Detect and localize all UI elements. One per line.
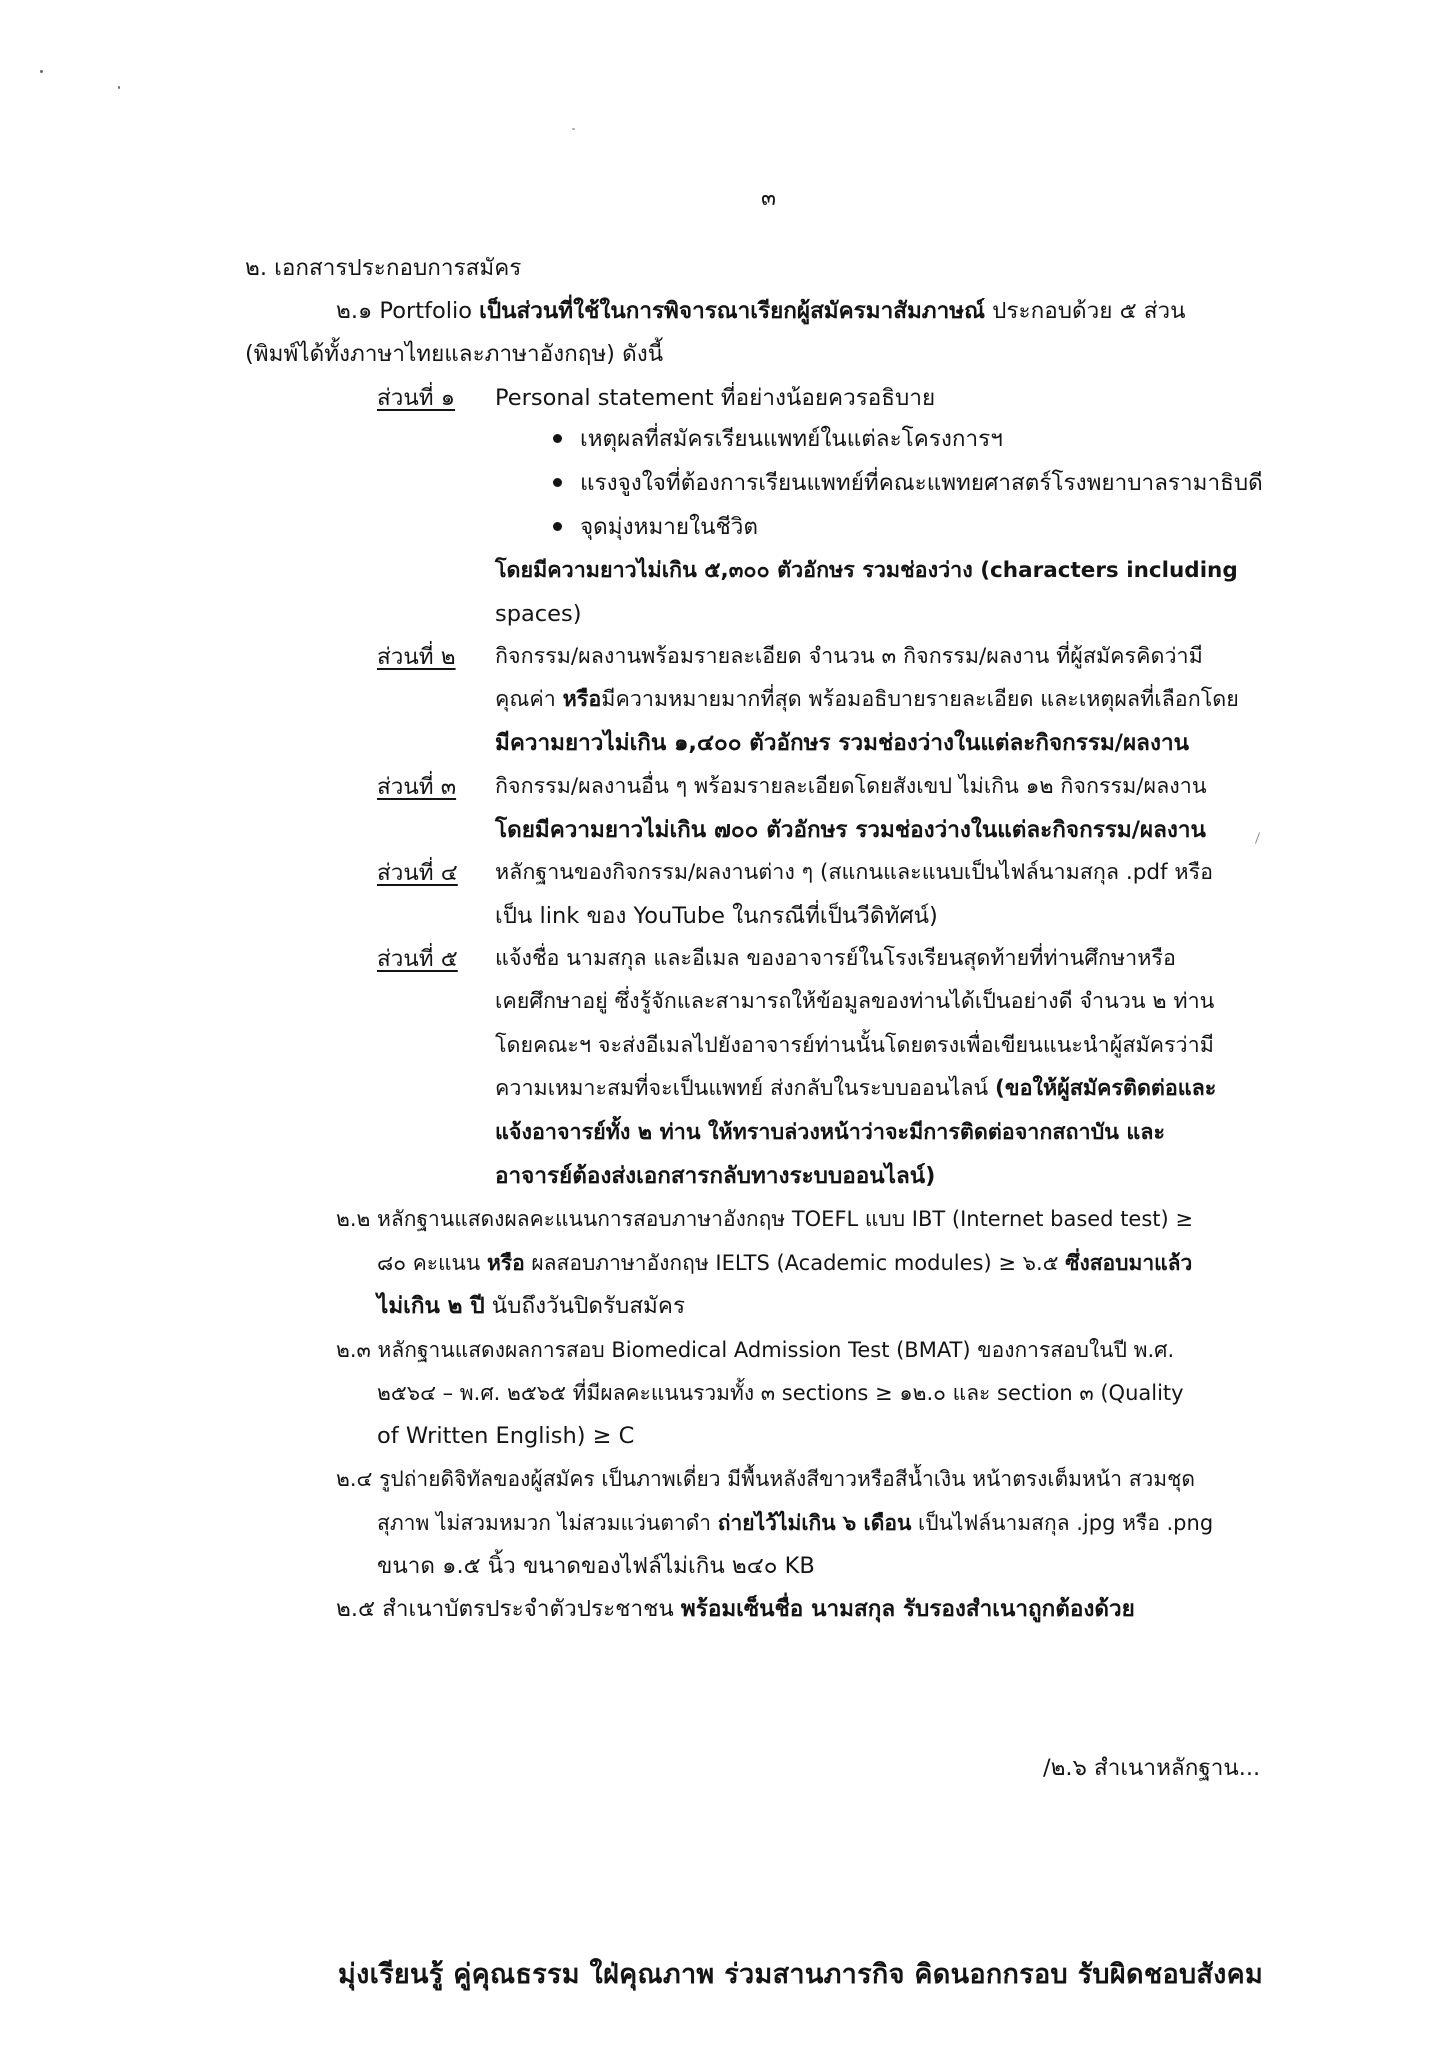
part-4-line-2: เป็น link ของ YouTube ในกรณีที่เป็นวีดิทัศน์) (495, 903, 938, 929)
ielts-score: ผลสอบภาษาอังกฤษ IELTS (Academic modules) ≥ ๖.๕ (524, 1251, 1066, 1275)
item-2-1-line-1 (336, 296, 1186, 326)
part-2-limit-scope: รวมช่องว่างในแต่ละกิจกรรม/ผลงาน (830, 730, 1189, 756)
page-number: ๓ (761, 186, 777, 211)
part-2-label: ส่วนที่ ๒ (377, 644, 456, 670)
part-1-line-1 (495, 383, 935, 413)
part-5-line-2: เคยศึกษาอยู่ ซึ่งรู้จักและสามารถให้ข้อมูลของท่านได้เป็นอย่างดี จำนวน ๒ ท่าน (495, 989, 1215, 1014)
part-5-note: (ขอให้ผู้สมัครติดต่อและ (995, 1076, 1217, 1101)
item-2-4-line-1: ๒.๔ รูปถ่ายดิจิทัลของผู้สมัคร เป็นภาพเดี่ยว มีพื้นหลังสีขาวหรือสีน้ำเงิน หน้าตรงเต็มหน้า สวมชุด (336, 1467, 1196, 1491)
part-1-limit-line-1: โดยมีความยาวไม่เกิน ๕,๓๐๐ ตัวอักษร รวมช่องว่าง (characters including (495, 558, 1238, 583)
part-2-line-3 (495, 728, 1189, 758)
part-2-text: มีความหมายมากที่สุด พร้อมอธิบายรายละเอียด และเหตุผลที่เลือกโดย (601, 687, 1239, 712)
item-2-5-line-1 (336, 1594, 1135, 1624)
item-2-3-line-1: ๒.๓ หลักฐานแสดงผลการสอบ Biomedical Admission Test (BMAT) ของการสอบในปี พ.ศ. (336, 1338, 1175, 1362)
portfolio-parts: ประกอบด้วย ๕ ส่วน (984, 298, 1186, 324)
bullet-icon (553, 434, 562, 443)
item-2-4-line-3: ขนาด ๑.๕ นิ้ว ขนาดของไฟล์ไม่เกิน ๒๔๐ KB (377, 1553, 815, 1579)
photo-requirements: สุภาพ ไม่สวมหมวก ไม่สวมแว่นตาดำ (377, 1511, 718, 1535)
scan-speck (572, 128, 575, 130)
bullet-icon (553, 522, 562, 531)
test-validity: ซึ่งสอบมาแล้ว (1065, 1251, 1193, 1275)
photo-age-limit: ถ่ายไว้ไม่เกิน ๖ เดือน (717, 1511, 912, 1535)
part-2-line-2 (495, 685, 1239, 715)
part-3-label: ส่วนที่ ๓ (377, 774, 457, 800)
toefl-score: ๘๐ คะแนน (377, 1251, 487, 1275)
item-number: ๒.๑ (336, 298, 373, 324)
part-3-line-1: กิจกรรม/ผลงานอื่น ๆ พร้อมรายละเอียดโดยสังเขป ไม่เกิน ๑๒ กิจกรรม/ผลงาน (495, 774, 1207, 799)
scan-speck (118, 86, 120, 89)
part-5-line-5: แจ้งอาจารย์ทั้ง ๒ ท่าน ให้ทราบล่วงหน้าว่าจะมีการติดต่อจากสถาบัน และ (495, 1120, 1166, 1145)
part-5-line-4 (495, 1074, 1216, 1104)
part-4-label: ส่วนที่ ๔ (377, 860, 458, 886)
footer-motto: มุ่งเรียนรู้ คู่คุณธรรม ใฝ่คุณภาพ ร่วมสานภารกิจ คิดนอกกรอบ รับผิดชอบสังคม (338, 1959, 1264, 1990)
validity-reference: นับถึงวันปิดรับสมัคร (484, 1293, 686, 1319)
bullet-icon (553, 478, 562, 487)
portfolio-purpose: เป็นส่วนที่ใช้ในการพิจารณาเรียกผู้สมัครมาสัมภาษณ์ (479, 298, 985, 324)
part-1-bullet-3: จุดมุ่งหมายในชีวิต (580, 514, 758, 540)
part-5-label: ส่วนที่ ๕ (377, 946, 458, 972)
continuation-note: /๒.๖ สำเนาหลักฐาน... (1043, 1755, 1261, 1781)
id-card-copy: ๒.๕ สำเนาบัตรประจำตัวประชาชน (336, 1596, 681, 1622)
part-1-bullet-2: แรงจูงใจที่ต้องการเรียนแพทย์ที่คณะแพทยศาสตร์โรงพยาบาลรามาธิบดี (580, 470, 1263, 496)
scan-mark (1255, 832, 1260, 844)
part-2-limit: มีความยาวไม่เกิน ๑,๔๐๐ ตัวอักษร (495, 730, 831, 756)
item-2-2-line-2 (377, 1248, 1192, 1278)
item-2-3-line-3: of Written English) ≥ C (377, 1423, 635, 1449)
item-2-2-line-3 (377, 1291, 685, 1321)
or-emphasis: หรือ (486, 1251, 525, 1275)
part-1-limit-line-2: spaces) (495, 601, 582, 627)
validity-period: ไม่เกิน ๒ ปี (377, 1293, 485, 1319)
item-2-1-line-2: (พิมพ์ได้ทั้งภาษาไทยและภาษาอังกฤษ) ดังนี้ (245, 341, 664, 367)
item-2-4-line-2 (377, 1508, 1213, 1538)
part-5-line-1: แจ้งชื่อ นามสกุล และอีเมล ของอาจารย์ในโรงเรียนสุดท้ายที่ท่านศึกษาหรือ (495, 946, 1176, 971)
scan-speck (40, 70, 43, 73)
item-2-2-line-1: ๒.๒ หลักฐานแสดงผลคะแนนการสอบภาษาอังกฤษ TOEFL แบบ IBT (Internet based test) ≥ (336, 1207, 1193, 1231)
certify-instruction: พร้อมเซ็นชื่อ นามสกุล รับรองสำเนาถูกต้องด้วย (680, 1596, 1135, 1622)
part-2-line-1: กิจกรรม/ผลงานพร้อมรายละเอียด จำนวน ๓ กิจกรรม/ผลงาน ที่ผู้สมัครคิดว่ามี (495, 644, 1203, 669)
part-1-label: ส่วนที่ ๑ (377, 385, 456, 411)
photo-file-type: เป็นไฟล์นามสกุล .jpg หรือ .png (911, 1511, 1214, 1535)
part-5-line-3: โดยคณะฯ จะส่งอีเมลไปยังอาจารย์ท่านนั้นโดยตรงเพื่อเขียนแนะนำผู้สมัครว่ามี (495, 1033, 1214, 1058)
part-5-line-6: อาจารย์ต้องส่งเอกสารกลับทางระบบออนไลน์) (495, 1163, 936, 1189)
part-5-text: ความเหมาะสมที่จะเป็นแพทย์ ส่งกลับในระบบออนไลน์ (495, 1076, 996, 1101)
item-2-3-line-2: ๒๕๖๔ – พ.ศ. ๒๕๖๕ ที่มีผลคะแนนรวมทั้ง ๓ sections ≥ ๑๒.๐ และ section ๓ (Quality (377, 1381, 1184, 1405)
personal-statement-term: Personal statement (495, 385, 714, 411)
part-2-emphasis: หรือ (562, 687, 602, 712)
personal-statement-desc: ที่อย่างน้อยควรอธิบาย (713, 385, 936, 411)
part-4-line-1: หลักฐานของกิจกรรม/ผลงานต่าง ๆ (สแกนและแนบเป็นไฟล์นามสกุล .pdf หรือ (495, 860, 1214, 885)
part-1-bullet-1: เหตุผลที่สมัครเรียนแพทย์ในแต่ละโครงการฯ (580, 426, 1003, 452)
part-2-text: คุณค่า (495, 687, 563, 712)
portfolio-term: Portfolio (372, 298, 480, 324)
part-3-line-2: โดยมีความยาวไม่เกิน ๗๐๐ ตัวอักษร รวมช่องว่างในแต่ละกิจกรรม/ผลงาน (495, 817, 1206, 843)
section-heading: ๒. เอกสารประกอบการสมัคร (245, 255, 522, 281)
